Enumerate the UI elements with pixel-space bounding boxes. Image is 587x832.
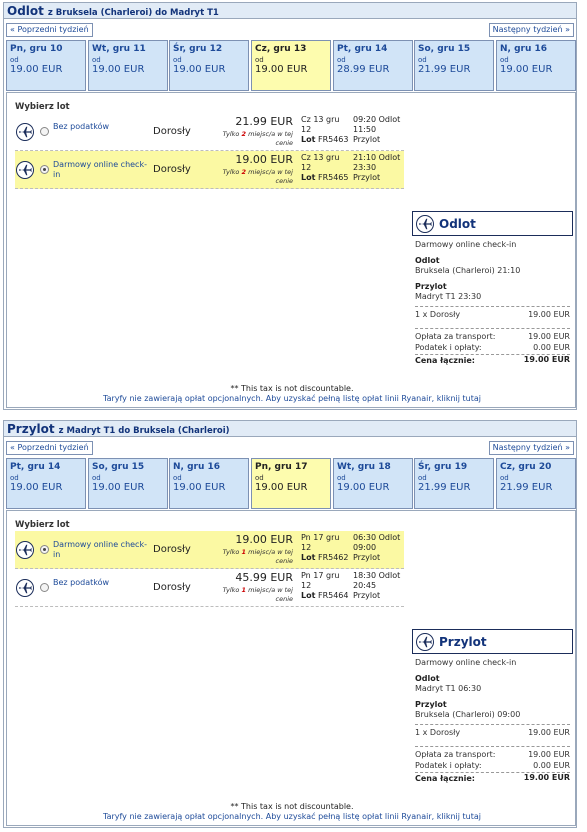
airplane-icon <box>416 215 434 233</box>
summary-tax-row <box>415 343 570 353</box>
tax-footnote: ** This tax is not discountable. <box>230 384 354 393</box>
seats-left <box>207 130 293 148</box>
seats-prefix: Tylko <box>222 130 240 138</box>
day-name: Pn, gru 10 <box>10 44 63 54</box>
outbound-flight-row-0[interactable] <box>15 113 404 151</box>
total-value: 19.00 EUR <box>523 355 570 364</box>
seats-prefix: Tylko <box>222 586 240 594</box>
outbound-flights-panel <box>6 92 576 408</box>
day-name: So, gru 15 <box>418 44 471 54</box>
summary-arr-label: Przylot <box>415 282 447 291</box>
flight-number: FR5463 <box>317 135 349 144</box>
airplane-icon <box>16 541 34 559</box>
outbound-fare-radio-0[interactable] <box>40 127 49 136</box>
summary-pax-row <box>415 310 570 320</box>
flight-times <box>353 533 400 563</box>
dep-time: 21:10 <box>353 153 377 162</box>
inbound-flights-panel <box>6 510 576 826</box>
day-od: od <box>500 474 509 482</box>
inbound-day-6[interactable] <box>496 458 576 509</box>
seats-count: 1 <box>241 586 247 594</box>
pax-value: 19.00 EUR <box>528 310 570 319</box>
flight-number: FR5464 <box>317 591 349 600</box>
inbound-fare-radio-0[interactable] <box>40 545 49 554</box>
summary-fare: Darmowy online check-in <box>415 658 517 667</box>
inbound-flight-row-0[interactable] <box>15 531 404 569</box>
arr-label: Przylot <box>353 553 381 562</box>
flight-times <box>353 571 400 601</box>
inbound-day-0[interactable] <box>6 458 86 509</box>
lot-label: Lot <box>301 135 316 144</box>
inbound-day-strip <box>6 458 576 509</box>
arr-time: 09:00 <box>353 543 377 552</box>
inbound-flight-row-1[interactable] <box>15 569 404 607</box>
summary-dep-value: Bruksela (Charleroi) 21:10 <box>415 266 521 275</box>
summary-transport-row <box>415 332 570 342</box>
outbound-day-5[interactable] <box>414 40 494 91</box>
seats-count: 1 <box>241 548 247 556</box>
inbound-fare-radio-1[interactable] <box>40 583 49 592</box>
fare-name[interactable]: Bez podatków <box>53 578 110 587</box>
day-od: od <box>10 474 19 482</box>
flight-date: Cz 13 gru 12 <box>301 153 340 172</box>
summary-pax-row <box>415 728 570 738</box>
seats-prefix: Tylko <box>222 548 240 556</box>
day-price: 21.99 EUR <box>418 482 471 493</box>
outbound-route: z Bruksela (Charleroi) do Madryt T1 <box>47 8 219 18</box>
passenger-type: Dorosły <box>153 544 191 555</box>
summary-tax-row <box>415 761 570 771</box>
outbound-day-6[interactable] <box>496 40 576 91</box>
lot-label: Lot <box>301 173 316 182</box>
outbound-prev-week-button[interactable]: « Poprzedni tydzień <box>6 23 93 37</box>
flight-info <box>301 571 349 601</box>
day-price: 19.00 EUR <box>255 64 308 75</box>
summary-dep-label: Odlot <box>415 674 440 683</box>
fare-price: 45.99 EUR <box>235 571 293 584</box>
inbound-summary-box <box>412 629 573 784</box>
summary-fare: Darmowy online check-in <box>415 240 517 249</box>
day-price: 21.99 EUR <box>418 64 471 75</box>
day-name: Wt, gru 11 <box>92 44 146 54</box>
outbound-header <box>4 3 576 19</box>
lot-label: Lot <box>301 553 316 562</box>
day-price: 19.00 EUR <box>92 482 145 493</box>
passenger-type: Dorosły <box>153 582 191 593</box>
summary-transport-row <box>415 750 570 760</box>
summary-body <box>412 236 573 366</box>
transport-label: Opłata za transport: <box>415 332 496 341</box>
outbound-section <box>3 2 577 410</box>
flight-times <box>353 153 400 183</box>
flight-date: Cz 13 gru 12 <box>301 115 340 134</box>
day-name: Wt, gru 18 <box>337 462 391 472</box>
day-name: Cz, gru 20 <box>500 462 552 472</box>
summary-title: Przylot <box>439 635 487 649</box>
day-od: od <box>92 474 101 482</box>
summary-total-row <box>415 354 570 366</box>
flight-number: FR5462 <box>317 553 349 562</box>
inbound-prev-week-button[interactable]: « Poprzedni tydzień <box>6 441 93 455</box>
seats-suffix: miejsc/a w tej cenie <box>248 548 293 565</box>
fare-price: 21.99 EUR <box>235 115 293 128</box>
dep-time: 06:30 <box>353 533 377 542</box>
lot-label: Lot <box>301 591 316 600</box>
airplane-icon <box>16 123 34 141</box>
arr-time: 23:30 <box>353 163 377 172</box>
summary-arr-value: Madryt T1 23:30 <box>415 292 482 301</box>
day-price: 19.00 EUR <box>255 482 308 493</box>
day-price: 19.00 EUR <box>173 64 226 75</box>
day-name: Śr, gru 19 <box>418 462 468 472</box>
dep-label: Odlot <box>378 153 401 162</box>
outbound-day-2[interactable] <box>169 40 249 91</box>
outbound-fare-radio-1[interactable] <box>40 165 49 174</box>
day-name: Śr, gru 12 <box>173 44 223 54</box>
summary-dep-value: Madryt T1 06:30 <box>415 684 482 693</box>
seats-suffix: miejsc/a w tej cenie <box>248 168 293 185</box>
outbound-title: Odlot <box>7 4 44 18</box>
day-od: od <box>255 474 264 482</box>
total-value: 19.00 EUR <box>523 773 570 782</box>
pax-label: 1 x Dorosły <box>415 728 461 737</box>
day-name: So, gru 15 <box>92 462 145 472</box>
transport-value: 19.00 EUR <box>528 332 570 341</box>
arr-label: Przylot <box>353 591 381 600</box>
tax-label: Podatek i opłaty: <box>415 761 482 770</box>
day-name: Pt, gru 14 <box>337 44 388 54</box>
passenger-type: Dorosły <box>153 164 191 175</box>
fare-name[interactable]: Darmowy online check-in <box>53 160 147 179</box>
flight-info <box>301 115 349 145</box>
inbound-day-5[interactable] <box>414 458 494 509</box>
dep-time: 18:30 <box>353 571 377 580</box>
day-name: Pt, gru 14 <box>10 462 61 472</box>
day-od: od <box>92 56 101 64</box>
flight-number: FR5465 <box>317 173 349 182</box>
total-label: Cena łącznie: <box>415 356 476 365</box>
dep-label: Odlot <box>378 533 401 542</box>
day-price: 19.00 EUR <box>92 64 145 75</box>
fare-name[interactable]: Darmowy online check-in <box>53 540 147 559</box>
day-price: 19.00 EUR <box>500 64 553 75</box>
seats-count: 2 <box>241 130 247 138</box>
pax-label: 1 x Dorosły <box>415 310 461 319</box>
outbound-day-strip <box>6 40 576 91</box>
fare-name[interactable]: Bez podatków <box>53 122 110 131</box>
outbound-day-4[interactable] <box>333 40 413 91</box>
airplane-icon <box>16 161 34 179</box>
day-od: od <box>255 56 264 64</box>
pax-value: 19.00 EUR <box>528 728 570 737</box>
day-price: 28.99 EUR <box>337 64 390 75</box>
arr-label: Przylot <box>353 135 381 144</box>
day-od: od <box>418 474 427 482</box>
outbound-day-1[interactable] <box>88 40 168 91</box>
day-od: od <box>337 56 346 64</box>
seats-prefix: Tylko <box>222 168 240 176</box>
passenger-type: Dorosły <box>153 126 191 137</box>
day-name: Cz, gru 13 <box>255 44 307 54</box>
seats-suffix: miejsc/a w tej cenie <box>248 130 293 147</box>
summary-header <box>412 211 573 236</box>
day-name: N, gru 16 <box>500 44 548 54</box>
tax-label: Podatek i opłaty: <box>415 343 482 352</box>
day-od: od <box>337 474 346 482</box>
outbound-flight-row-1[interactable] <box>15 151 404 189</box>
inbound-day-1[interactable] <box>88 458 168 509</box>
seats-left <box>207 168 293 186</box>
day-price: 21.99 EUR <box>500 482 553 493</box>
summary-title: Odlot <box>439 217 476 231</box>
choose-flight-label: Wybierz lot <box>15 520 70 530</box>
dep-label: Odlot <box>378 571 401 580</box>
day-od: od <box>173 474 182 482</box>
seats-left <box>207 548 293 566</box>
fare-price: 19.00 EUR <box>235 153 293 166</box>
day-od: od <box>10 56 19 64</box>
summary-arr-value: Bruksela (Charleroi) 09:00 <box>415 710 521 719</box>
day-od: od <box>418 56 427 64</box>
flight-date: Pn 17 gru 12 <box>301 571 340 590</box>
inbound-title: Przylot <box>7 422 55 436</box>
flight-times <box>353 115 400 145</box>
summary-arr-label: Przylot <box>415 700 447 709</box>
summary-body <box>412 654 573 784</box>
day-name: N, gru 16 <box>173 462 221 472</box>
summary-total-row <box>415 772 570 784</box>
choose-flight-label: Wybierz lot <box>15 102 70 112</box>
summary-dep-label: Odlot <box>415 256 440 265</box>
tax-value: 0.00 EUR <box>533 761 570 770</box>
inbound-section <box>3 420 577 828</box>
dep-time: 09:20 <box>353 115 377 124</box>
fare-price: 19.00 EUR <box>235 533 293 546</box>
day-price: 19.00 EUR <box>337 482 390 493</box>
transport-value: 19.00 EUR <box>528 750 570 759</box>
outbound-next-week-button[interactable]: Następny tydzień » <box>489 23 574 37</box>
outbound-day-0[interactable] <box>6 40 86 91</box>
airplane-icon <box>16 579 34 597</box>
total-label: Cena łącznie: <box>415 774 476 783</box>
day-name: Pn, gru 17 <box>255 462 308 472</box>
flight-info <box>301 153 349 183</box>
day-od: od <box>500 56 509 64</box>
seats-suffix: miejsc/a w tej cenie <box>248 586 293 603</box>
flight-info <box>301 533 349 563</box>
inbound-route: z Madryt T1 do Bruksela (Charleroi) <box>58 426 230 436</box>
dep-label: Odlot <box>378 115 401 124</box>
arr-time: 11:50 <box>353 125 377 134</box>
inbound-header <box>4 421 576 437</box>
inbound-day-2[interactable] <box>169 458 249 509</box>
seats-left <box>207 586 293 604</box>
outbound-day-3[interactable] <box>251 40 331 91</box>
fees-link[interactable]: Taryfy nie zawierają opłat opcjonalnych. Aby uzyskać pełną listę opłat linii Ryanair, kliknij tutaj <box>103 394 481 403</box>
day-price: 19.00 EUR <box>10 482 63 493</box>
outbound-summary-box <box>412 211 573 366</box>
summary-header <box>412 629 573 654</box>
inbound-day-4[interactable] <box>333 458 413 509</box>
tax-value: 0.00 EUR <box>533 343 570 352</box>
transport-label: Opłata za transport: <box>415 750 496 759</box>
inbound-day-3[interactable] <box>251 458 331 509</box>
airplane-icon <box>416 633 434 651</box>
fees-link[interactable]: Taryfy nie zawierają opłat opcjonalnych. Aby uzyskać pełną listę opłat linii Ryanair, kliknij tutaj <box>103 812 481 821</box>
inbound-next-week-button[interactable]: Następny tydzień » <box>489 441 574 455</box>
flight-date: Pn 17 gru 12 <box>301 533 340 552</box>
day-od: od <box>173 56 182 64</box>
arr-label: Przylot <box>353 173 381 182</box>
seats-count: 2 <box>241 168 247 176</box>
day-price: 19.00 EUR <box>173 482 226 493</box>
arr-time: 20:45 <box>353 581 377 590</box>
day-price: 19.00 EUR <box>10 64 63 75</box>
tax-footnote: ** This tax is not discountable. <box>230 802 354 811</box>
